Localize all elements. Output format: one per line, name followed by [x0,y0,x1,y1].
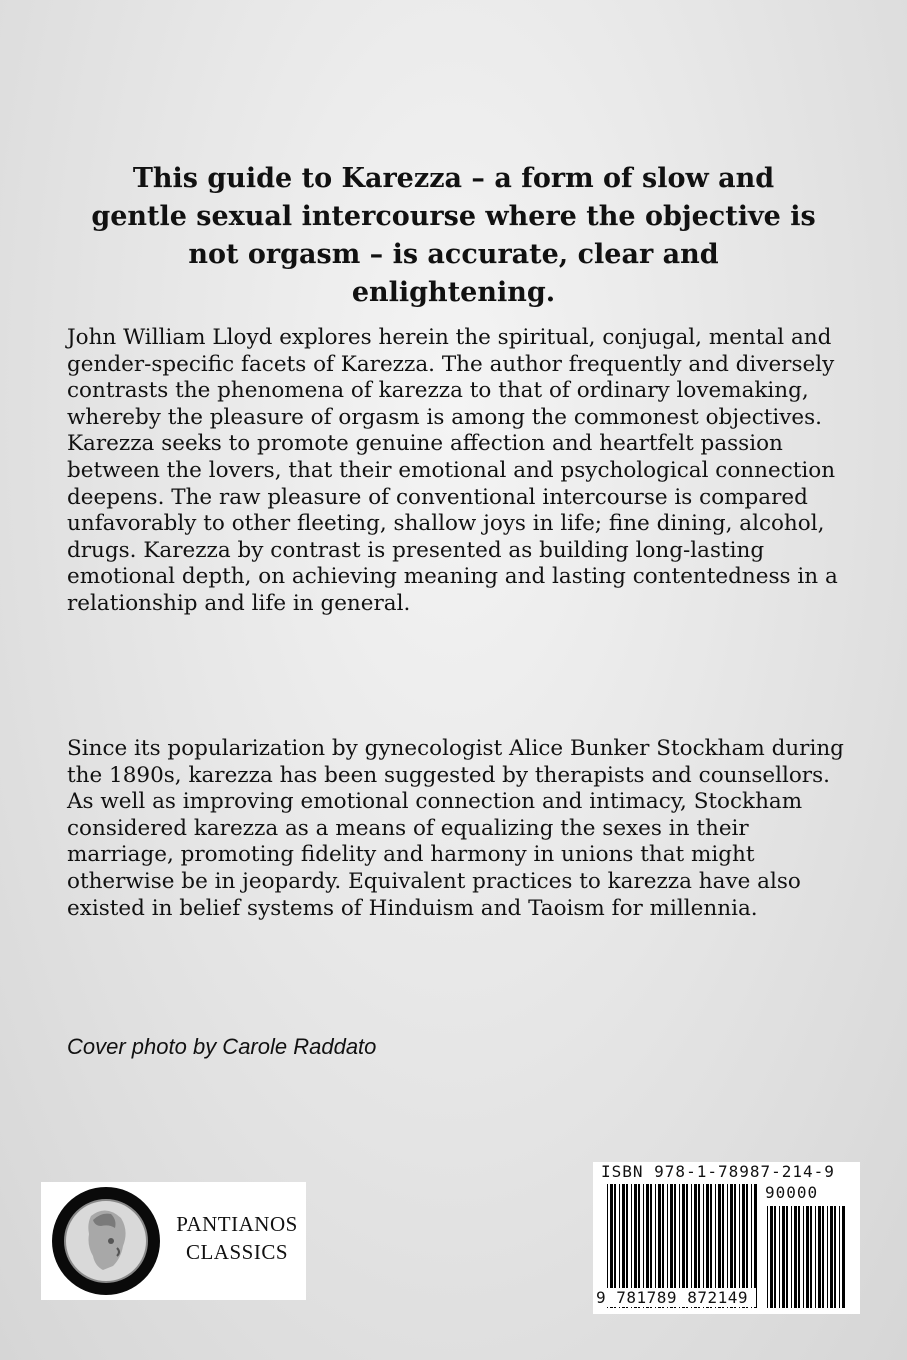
price-addon-code: 90000 [765,1183,819,1202]
isbn-label: ISBN 978-1-78987-214-9 [601,1162,835,1181]
barcode-digits: 9 781789 872149 [596,1288,756,1307]
tagline: This guide to Karezza – a form of slow and gentle sexual intercourse where the objective is not orgasm – is accurate, clear and enlightening. [91,163,816,308]
publisher-line-1: PANTIANOS [176,1212,298,1236]
publisher-line-2: CLASSICS [185,1240,289,1264]
description-paragraph-1: John William Lloyd explores herein the spiritual, conjugal, mental and gender-specific facets of Karezza. The author frequently and diversely contrasts the phenomena of karezza to that of ordinary lovemaking, whereby the pleasure of orgasm is among the commonest objectives. Karezza seeks to promote genuine affection and heartfelt passion between the lovers, that their emotional and psychological connection deepens. The raw pleasure of conventional intercourse is compared unfavorably to other fleeting, shallow joys in life; fine dining, alcohol, drugs. Karezza by contrast is presented as building long-lasting emotional depth, on achieving meaning and lasting contentedness in a relationship and life in general. [67,325,838,616]
publisher-name [173,1210,301,1266]
cover-photo-credit: Cover photo by Carole Raddato [67,1034,377,1059]
isbn-barcode [593,1162,860,1314]
coin-portrait-icon [51,1186,161,1296]
publisher-logo [41,1182,306,1300]
description-paragraph-2: Since its popularization by gynecologist Alice Bunker Stockham during the 1890s, karezza has been suggested by therapists and counsellors. As well as improving emotional connection and intimacy, Stockham considered karezza as a means of equalizing the sexes in their marriage, promoting fidelity and harmony in unions that might otherwise be in jeopardy. Equivalent practices to karezza have also existed in belief systems of Hinduism and Taoism for millennia. [67,736,844,921]
